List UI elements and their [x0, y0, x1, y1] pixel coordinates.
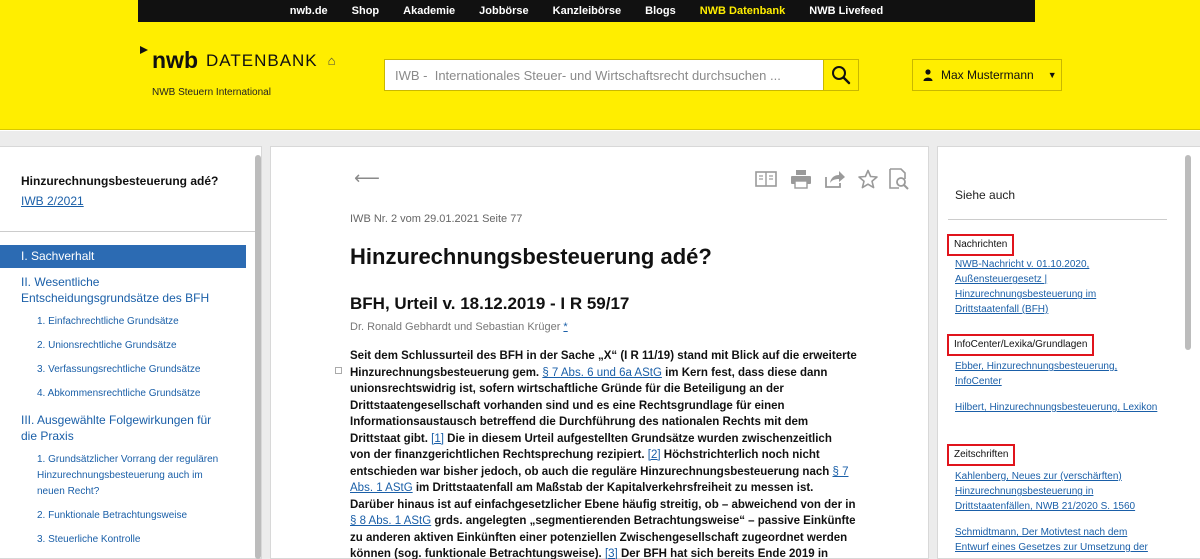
para-text: Drittstaat gibt.: [350, 432, 428, 445]
category-nachrichten: Nachrichten: [947, 234, 1014, 256]
toc-item-folgewirkungen[interactable]: III. Ausgewählte Folgewirkungen für: [21, 413, 212, 427]
see-also-link-schmidtmann[interactable]: Schmidtmann, Der Motivtest nach dem Entwurf eines Gesetzes zur Umsetzung der: [955, 527, 1148, 553]
law-link-7[interactable]: § 7: [832, 465, 849, 478]
topnav-blogs[interactable]: Blogs: [645, 5, 676, 17]
para-text: Informationsaustausch betreffend die Durchführung des nationalen Rechts mit dem: [350, 416, 809, 428]
topnav-kanzleiboerse[interactable]: Kanzleibörse: [552, 5, 622, 17]
authors-names: Dr. Ronald Gebhardt und Sebastian Krüger: [350, 321, 561, 333]
topnav-nwb-livefeed[interactable]: NWB Livefeed: [809, 5, 884, 17]
topnav-nwb-datenbank[interactable]: NWB Datenbank: [699, 5, 786, 17]
top-navigation: [138, 0, 1035, 22]
article-title: Hinzurechnungsbesteuerung adé?: [350, 244, 712, 269]
toc-document-title: Hinzurechnungsbesteuerung adé?: [21, 174, 219, 188]
header: [0, 0, 1200, 130]
para-line-1: Seit dem Schlussurteil des BFH in der Sache „X“ (I R 11/19) stand mit Blick auf die erweiterte: [350, 350, 857, 362]
toc-item-vorrang-line2[interactable]: Hinzurechnungsbesteuerung auch im: [37, 470, 203, 481]
reader-view-button[interactable]: [754, 168, 778, 190]
toc-issue-link[interactable]: IWB 2/2021: [21, 194, 84, 208]
para-text: entschieden war bisher jedoch, ob auch die reguläre Hinzurechnungsbesteuerung nach: [350, 465, 830, 478]
para-text: Höchstrichterlich noch nicht: [663, 449, 820, 461]
search-bar: [384, 59, 859, 91]
law-link-7-abs-6[interactable]: § 7 Abs. 6 und 6a AStG: [542, 366, 662, 379]
user-name: Max Mustermann: [941, 68, 1034, 82]
home-icon[interactable]: ⌂: [327, 53, 336, 68]
toc-item-wesentliche[interactable]: II. Wesentliche: [21, 275, 100, 289]
toc-divider: [0, 231, 255, 232]
article-subtitle: BFH, Urteil v. 18.12.2019 - I R 59/17: [350, 294, 630, 313]
find-in-document-button[interactable]: [887, 168, 911, 190]
topnav-nwb-de[interactable]: nwb.de: [289, 5, 328, 17]
logo-subtitle: NWB Steuern International: [152, 87, 271, 98]
para-text: zu anderen aktiven Einkünften einer potenziellen Zwischengesellschaft zugeordnet werden: [350, 531, 848, 544]
share-button[interactable]: [823, 168, 847, 190]
para-text: grds. angelegten „segmentierenden Betrachtungsweise“ – passive Einkünfte: [434, 515, 856, 527]
article-authors: [350, 321, 568, 333]
nwb-logo[interactable]: [140, 48, 336, 72]
footnote-link-1[interactable]: [1]: [431, 432, 444, 445]
toc-scrollbar[interactable]: [255, 155, 261, 559]
author-footnote-link[interactable]: *: [563, 321, 568, 333]
topnav-jobboerse[interactable]: Jobbörse: [479, 5, 529, 17]
see-also-link-kahlenberg[interactable]: Kahlenberg, Neues zur (verschärften) Hinzurechnungsbesteuerung in Drittstaatenfällen, NWB 21/2020 S. 1560: [955, 471, 1136, 512]
para-text: Drittstaatengesellschaft vorhanden sind und es eine Rechtsgrundlage für einen: [350, 399, 785, 412]
para-text: im Kern fest, dass diese dann: [665, 366, 828, 379]
footnote-link-2[interactable]: [2]: [647, 449, 661, 461]
user-icon: [923, 69, 933, 81]
see-also-scrollbar[interactable]: [1185, 155, 1191, 350]
para-text: Hinzurechnungsbesteuerung gem.: [350, 366, 540, 379]
logo-brand: nwb: [152, 47, 198, 73]
logo-product: DATENBANK: [206, 51, 318, 70]
print-icon: [790, 169, 812, 189]
footnote-link-3[interactable]: [3]: [604, 548, 618, 559]
toc-item-unionsrechtliche[interactable]: 2. Unionsrechtliche Grundsätze: [37, 340, 177, 351]
toc-item-verfassungsrechtliche[interactable]: 3. Verfassungsrechtliche Grundsätze: [37, 364, 201, 375]
para-text: Der BFH hat sich bereits Ende 2019 in: [620, 548, 829, 559]
toc-item-einfachrechtliche[interactable]: 1. Einfachrechtliche Grundsätze: [37, 316, 179, 327]
toc-item-vorrang[interactable]: 1. Grundsätzlicher Vorrang der regulären: [37, 454, 219, 465]
see-also-link-hilbert[interactable]: Hilbert, Hinzurechnungsbesteuerung, Lexikon: [955, 402, 1158, 413]
user-menu-button[interactable]: [912, 59, 1062, 91]
category-infocenter: InfoCenter/Lexika/Grundlagen: [947, 334, 1094, 356]
para-text: Die in diesem Urteil aufgestellten Grundsätze wurden zwischenzeitlich: [447, 432, 832, 445]
toc-item-abkommensrechtliche[interactable]: 4. Abkommensrechtliche Grundsätze: [37, 388, 201, 399]
see-also-heading: Siehe auch: [955, 188, 1016, 202]
para-text: von der finanzgerichtlichen Rechtsprechung rezipiert.: [350, 449, 645, 461]
toc-item-wesentliche-line2[interactable]: Entscheidungsgrundsätze des BFH: [21, 291, 210, 305]
star-icon: [857, 169, 879, 189]
para-text: im Drittstaatenfall am Maßstab der Kapitalverkehrsfreiheit zu messen ist.: [415, 482, 814, 494]
search-input[interactable]: [384, 59, 824, 91]
category-zeitschriften: Zeitschriften: [947, 444, 1015, 466]
search-icon: [831, 65, 851, 85]
chevron-down-icon: ▼: [1047, 70, 1057, 80]
toc-item-kontrolle[interactable]: 3. Steuerliche Kontrolle: [37, 534, 141, 545]
toc-item-funktionale[interactable]: 2. Funktionale Betrachtungsweise: [37, 510, 188, 521]
para-text: können (sog. funktionale Betrachtungsweise).: [350, 548, 602, 559]
article-paragraph: [350, 348, 890, 559]
back-arrow-icon[interactable]: ⟵: [354, 168, 380, 188]
share-icon: [824, 169, 846, 189]
article-meta: IWB Nr. 2 vom 29.01.2021 Seite 77: [350, 213, 523, 225]
para-text: Darüber hinaus ist auf einfachgesetzlicher Ebene häufig streitig, ob – abweichend von der in: [350, 498, 856, 511]
topnav-shop[interactable]: Shop: [351, 5, 380, 17]
topnav-akademie[interactable]: Akademie: [403, 5, 456, 17]
law-link-abs-1-astg[interactable]: Abs. 1 AStG: [350, 482, 413, 494]
search-button[interactable]: [824, 59, 859, 91]
book-icon: [755, 170, 777, 188]
toc-item-sachverhalt[interactable]: I. Sachverhalt: [0, 245, 246, 268]
bookmark-button[interactable]: [856, 168, 880, 190]
see-also-link-ebber[interactable]: Ebber, Hinzurechnungsbesteuerung, InfoCenter: [955, 361, 1118, 387]
see-also-link-nwb-nachricht[interactable]: NWB-Nachricht v. 01.10.2020, Außensteuergesetz | Hinzurechnungsbesteuerung im Drittstaatenfall (BFH): [955, 259, 1097, 315]
toc-item-vorrang-line3[interactable]: neuen Recht?: [37, 486, 100, 497]
law-link-8-abs-1[interactable]: § 8 Abs. 1 AStG: [350, 515, 432, 527]
print-button[interactable]: [789, 168, 813, 190]
logo-triangle-icon: [140, 46, 148, 54]
document-search-icon: [888, 168, 910, 190]
toc-item-folgewirkungen-line2[interactable]: die Praxis: [21, 429, 74, 443]
paragraph-marker-icon[interactable]: [335, 367, 342, 374]
para-text: unionsrechtswidrig ist, sofern wirtschaftliche Gründe für die Beteiligung an der: [350, 383, 784, 395]
see-also-divider: [948, 219, 1167, 220]
